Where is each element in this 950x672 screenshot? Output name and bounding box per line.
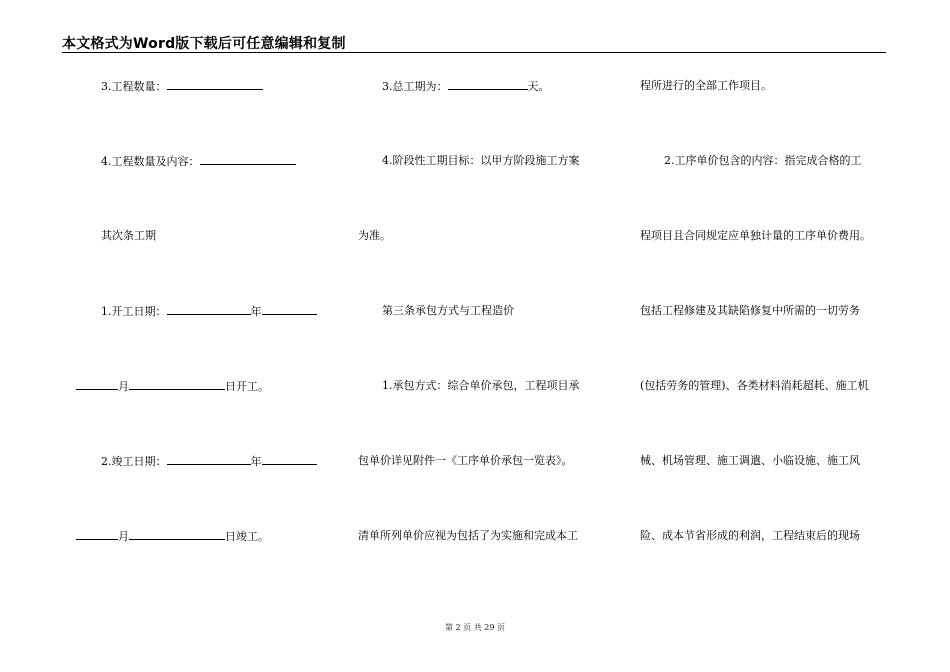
start-day-blank — [129, 379, 225, 390]
page-number: 第 2 页 共 29 页 — [445, 623, 505, 632]
col3-line-1 — [640, 79, 772, 93]
project-quantity-label: 3.工程数量： — [101, 80, 167, 93]
col1-line-1 — [101, 79, 263, 94]
col2-line-5 — [382, 379, 580, 393]
month-label: 月 — [118, 380, 129, 393]
year-label: 年 — [250, 305, 262, 318]
col3-line-2 — [664, 154, 862, 168]
start-day-label: 日开工。 — [225, 380, 269, 393]
col1-line-5 — [76, 379, 269, 394]
quantity-content-blank — [200, 154, 296, 165]
start-date-label: 1.开工日期： — [101, 305, 167, 318]
document-header-title: 本文格式为Word版下载后可任意编辑和复制 — [62, 36, 346, 52]
labor-text: 包括工程修建及其缺陷修复中所需的一切劳务 — [640, 304, 860, 317]
month-label: 月 — [118, 530, 129, 543]
end-month-cont-blank — [76, 529, 118, 540]
quantity-content-label: 4.工程数量及内容： — [101, 155, 200, 168]
col1-line-4 — [101, 304, 317, 319]
col2-line-4 — [382, 304, 514, 318]
col2-line-7 — [358, 529, 578, 543]
col3-line-5 — [640, 379, 869, 393]
end-day-blank — [129, 529, 225, 540]
total-duration-blank — [448, 79, 528, 90]
col2-line-1 — [382, 79, 550, 94]
project-quantity-blank — [167, 79, 263, 90]
completion-date-label: 2.竣工日期： — [101, 455, 167, 468]
col1-line-6 — [101, 454, 317, 469]
col1-line-3 — [101, 229, 156, 243]
total-duration-label: 3.总工期为： — [382, 80, 448, 93]
contract-method-cont: 包单价详见附件一《工序单价承包一览表》。 — [358, 454, 573, 467]
header-divider — [62, 52, 886, 53]
end-month-blank — [262, 454, 317, 465]
col2-line-3 — [358, 229, 391, 243]
col2-line-6 — [358, 454, 573, 468]
start-month-cont-blank — [76, 379, 118, 390]
phase-target-cont: 为准。 — [358, 229, 391, 242]
col1-line-7 — [76, 529, 269, 544]
contract-method-text: 1.承包方式：综合单价承包，工程项目承 — [382, 379, 580, 392]
risk-profit-text: 险、成本节省形成的利润，工程结束后的现场 — [640, 529, 860, 542]
col3-line-6 — [640, 454, 860, 468]
col2-line-2 — [382, 154, 580, 168]
start-year-blank — [167, 304, 251, 315]
contract-section-heading: 第三条承包方式与工程造价 — [382, 304, 514, 317]
start-month-blank — [262, 304, 317, 315]
unit-price-content-cont: 程项目且合同规定应单独计量的工序单价费用。 — [640, 229, 871, 242]
col3-line-7 — [640, 529, 860, 543]
col3-line-3 — [640, 229, 871, 243]
end-year-blank — [167, 454, 251, 465]
days-label: 天。 — [527, 80, 550, 93]
end-day-label: 日竣工。 — [225, 530, 269, 543]
materials-text: (包括劳务的管理)、各类材料消耗超耗、施工机 — [640, 379, 869, 392]
schedule-section-heading: 其次条工期 — [101, 229, 156, 242]
col1-line-2 — [101, 154, 296, 169]
col3-line-4 — [640, 304, 860, 318]
unit-price-content-text: 2.工序单价包含的内容：指完成合格的工 — [664, 154, 862, 167]
machinery-text: 械、机场管理、施工调遣、小临设施、施工风 — [640, 454, 860, 467]
phase-target-text: 4.阶段性工期目标：以甲方阶段施工方案 — [382, 154, 580, 167]
unit-price-text: 清单所列单价应视为包括了为实施和完成本工 — [358, 529, 578, 542]
work-items-text: 程所进行的全部工作项目。 — [640, 79, 772, 92]
year-label: 年 — [250, 455, 262, 468]
